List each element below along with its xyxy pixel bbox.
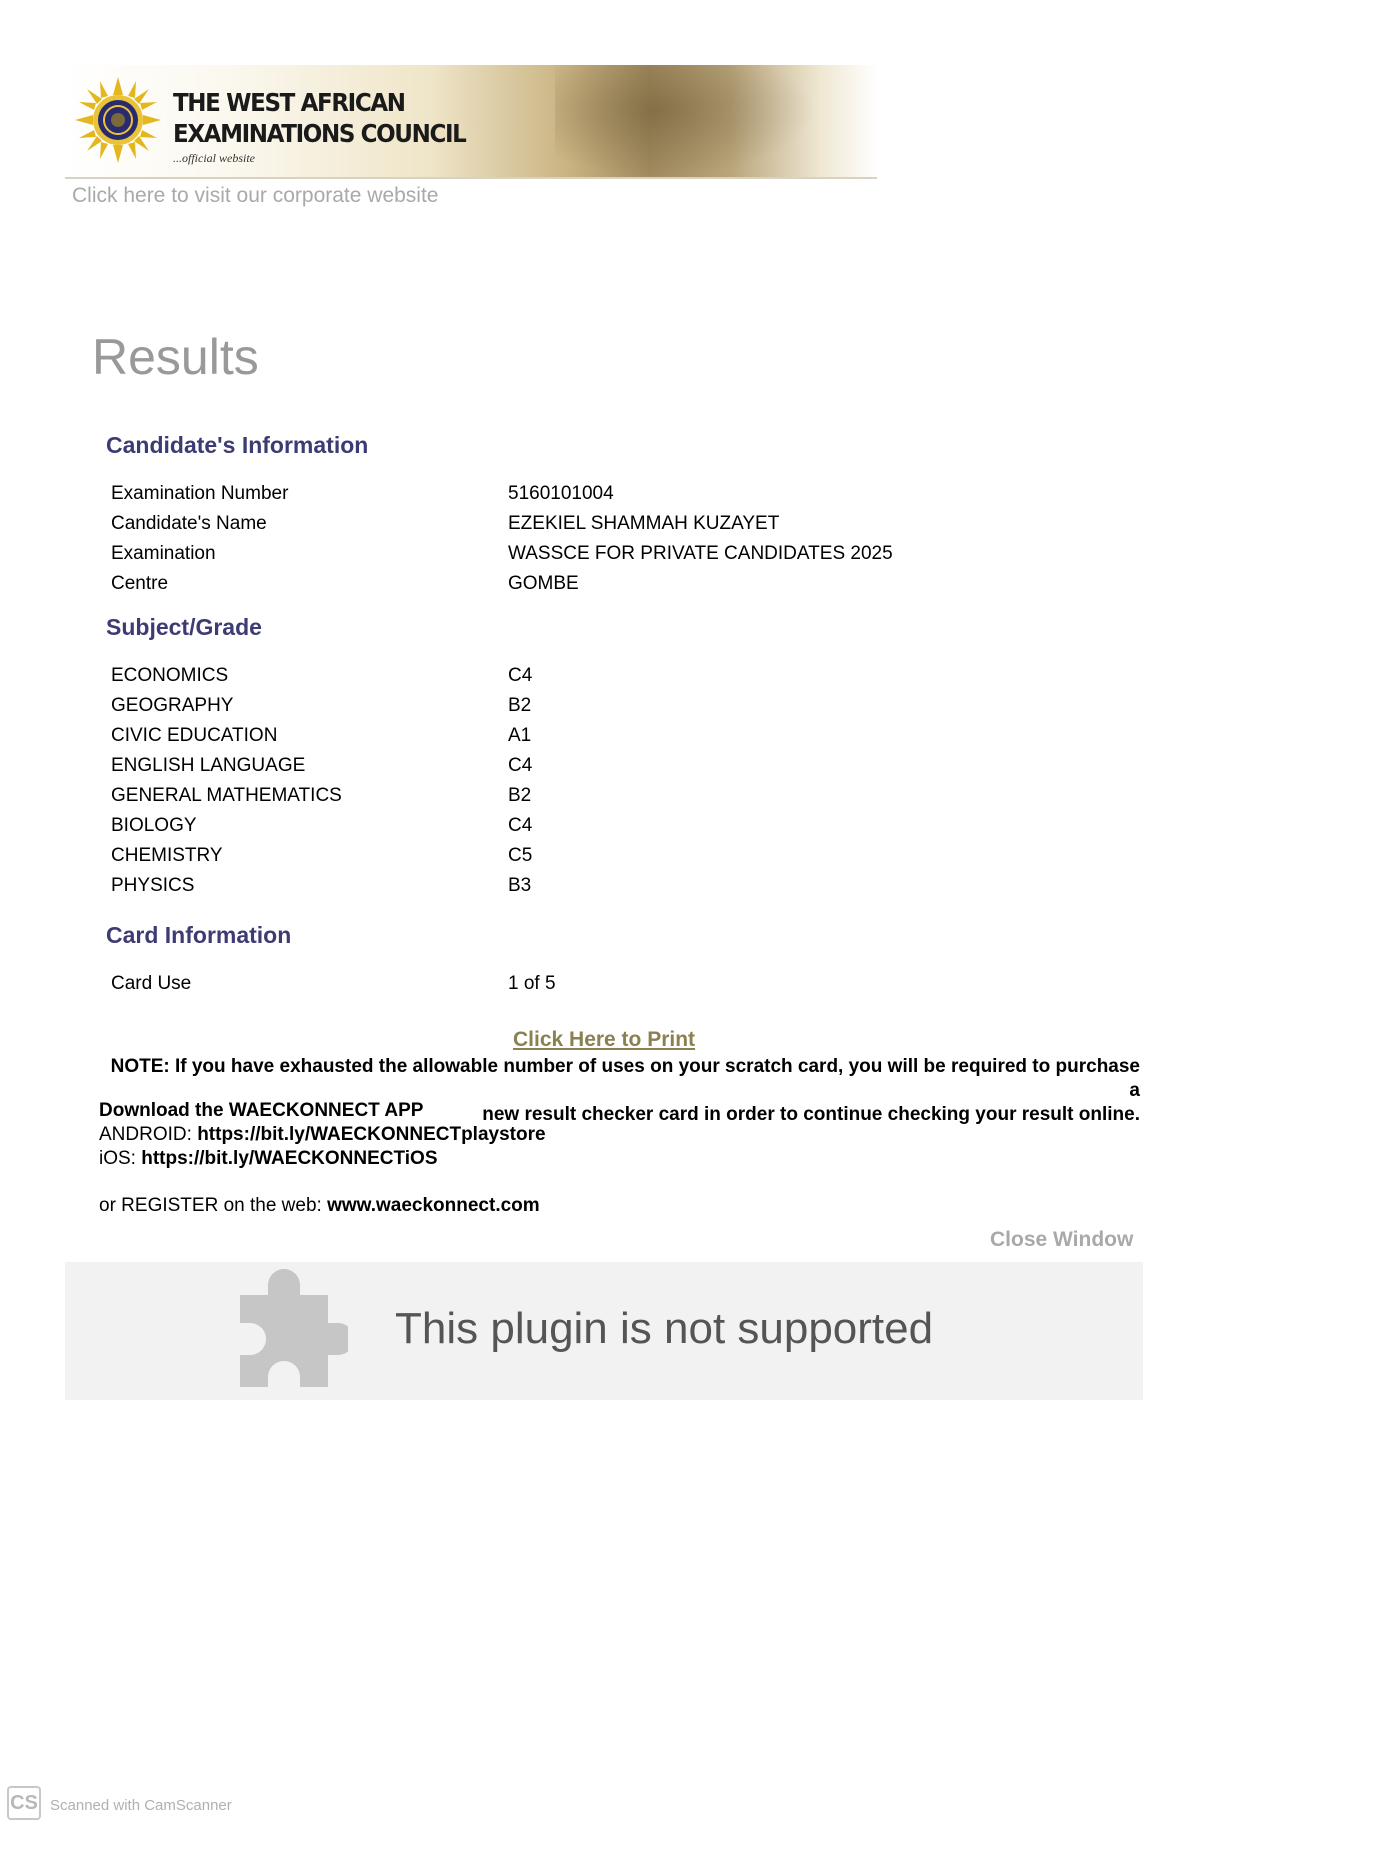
info-row-exam-number: [111, 479, 1011, 509]
card-use-value: 1 of 5: [508, 973, 556, 994]
candidate-info-heading: Candidate's Information: [106, 432, 369, 458]
register-label: or REGISTER on the web:: [99, 1195, 328, 1216]
subject-name: GENERAL MATHEMATICS: [111, 785, 342, 806]
grade-row: [111, 691, 1011, 721]
grade-row: [111, 661, 1011, 691]
grade-row: [111, 721, 1011, 751]
subject-grade: C4: [508, 755, 533, 776]
info-label: Centre: [111, 573, 169, 594]
info-value: GOMBE: [508, 573, 579, 594]
card-use-label: Card Use: [111, 973, 192, 994]
info-label: Candidate's Name: [111, 513, 267, 534]
subject-name: PHYSICS: [111, 875, 195, 896]
ios-label: iOS:: [99, 1148, 142, 1169]
subject-name: ENGLISH LANGUAGE: [111, 755, 306, 776]
note-line-2: new result checker card in order to continue checking your result online.: [482, 1104, 1140, 1125]
grade-row: [111, 811, 1011, 841]
subject-name: BIOLOGY: [111, 815, 197, 836]
register-link[interactable]: www.waeckonnect.com: [327, 1195, 540, 1216]
android-download-line: [99, 1123, 546, 1147]
info-row-centre: [111, 569, 1011, 599]
waec-seal-logo: [75, 77, 161, 163]
grade-row: [111, 781, 1011, 811]
card-use-row: [111, 969, 1011, 999]
note-line-1: NOTE: If you have exhausted the allowable number of uses on your scratch card, you will be required to purchase a: [110, 1056, 1140, 1101]
info-value: EZEKIEL SHAMMAH KUZAYET: [508, 513, 780, 534]
ios-download-line: [99, 1147, 438, 1171]
subject-grade-heading: Subject/Grade: [106, 614, 262, 640]
subject-name: GEOGRAPHY: [111, 695, 234, 716]
print-link[interactable]: Click Here to Print: [513, 1028, 696, 1051]
grade-row: [111, 841, 1011, 871]
info-row-examination: [111, 539, 1011, 569]
info-row-candidate-name: [111, 509, 1011, 539]
corporate-website-link[interactable]: Click here to visit our corporate website: [72, 184, 439, 207]
subject-name: CHEMISTRY: [111, 845, 223, 866]
graduation-photo: [555, 65, 815, 177]
unsupported-plugin-box: [65, 1262, 1143, 1400]
info-label: Examination Number: [111, 483, 289, 504]
info-label: Examination: [111, 543, 216, 564]
subject-grade: B3: [508, 875, 532, 896]
subject-grade: B2: [508, 695, 532, 716]
android-label: ANDROID:: [99, 1124, 198, 1145]
grade-row: [111, 871, 1011, 901]
subject-name: ECONOMICS: [111, 665, 229, 686]
download-app-heading: Download the WAECKONNECT APP: [99, 1100, 424, 1121]
camscanner-watermark: Scanned with CamScanner: [50, 1797, 232, 1814]
subject-name: CIVIC EDUCATION: [111, 725, 278, 746]
official-website-tagline: ...official website: [173, 151, 255, 165]
info-value: 5160101004: [508, 483, 614, 504]
subject-grade: A1: [508, 725, 532, 746]
grade-row: [111, 751, 1011, 781]
android-link[interactable]: https://bit.ly/WAECKONNECTplaystore: [197, 1124, 546, 1145]
organization-name-line2: EXAMINATIONS COUNCIL: [173, 119, 466, 148]
register-web-line: [99, 1194, 540, 1218]
subject-grade: C5: [508, 845, 533, 866]
subject-grade: C4: [508, 815, 533, 836]
subject-grade: C4: [508, 665, 533, 686]
subject-grade: B2: [508, 785, 532, 806]
organization-name-line1: THE WEST AFRICAN: [173, 88, 405, 117]
waec-header-banner[interactable]: [65, 65, 877, 179]
camscanner-logo: CS: [7, 1786, 41, 1820]
plugin-not-supported-message: This plugin is not supported: [395, 1304, 934, 1353]
card-info-heading: Card Information: [106, 922, 292, 948]
organization-name: [173, 87, 465, 149]
puzzle-piece-icon: [220, 1267, 348, 1395]
info-value: WASSCE FOR PRIVATE CANDIDATES 2025: [508, 543, 893, 564]
page-title: Results: [92, 329, 259, 385]
close-window-link[interactable]: Close Window: [990, 1228, 1134, 1251]
ios-link[interactable]: https://bit.ly/WAECKONNECTiOS: [141, 1148, 438, 1169]
